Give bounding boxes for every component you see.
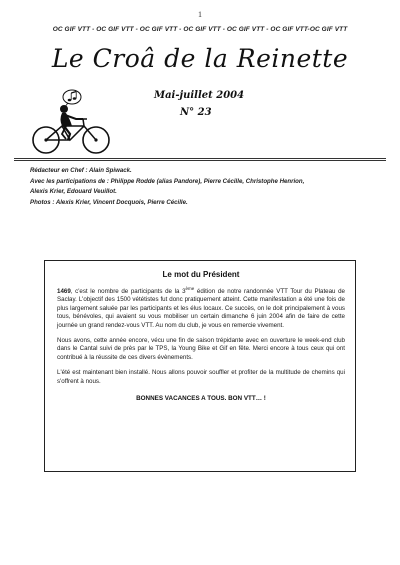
header-divider: [14, 158, 386, 159]
cyclist-with-music-note-icon: [26, 86, 118, 156]
newsletter-title: Le Croâ de la Reinette: [51, 44, 349, 73]
issue-number: N° 23: [180, 107, 212, 118]
president-paragraph-3: L'été est maintenant bien installé. Nous allons pouvoir souffler et profiter de la multitude de chemins qui s'offrent à nous.: [57, 369, 345, 385]
paragraph-1-text-a: , c'est le nombre de participants de la 3: [70, 288, 186, 295]
president-paragraph-1: [57, 285, 345, 330]
page-number: 1: [198, 10, 202, 19]
credits-contributors: Avec les participations de : Philippe Rodde (alias Pandore), Pierre Cécille, Christophe Henrion,: [30, 177, 305, 185]
credits-editor: Rédacteur en Chef : Alain Spiwack.: [30, 167, 132, 174]
president-closing: BONNES VACANCES A TOUS. BON VTT… !: [136, 395, 266, 403]
president-message-box: [44, 260, 356, 472]
editorial-credits: [30, 166, 386, 208]
president-message-title: Le mot du Président: [162, 270, 240, 279]
participant-count: 1469: [57, 288, 71, 295]
ordinal-suffix: ème: [185, 285, 195, 291]
music-note-icon: [63, 90, 81, 108]
credits-photos: Photos : Alexis Krier, Vincent Docquois, Pierre Cécille.: [30, 198, 188, 206]
header-divider-secondary: [14, 160, 386, 161]
paragraph-1-text-b: édition de notre randonnée VTT Tour du Plateau de Saclay. L'objectif des 1500 vététistes fut donc pratiquement atteint. Cette manifestation a été une fois de plus largement saluée par les participants et les élus locaux. Ce succès, on le doit principalement à vous tous, bénévoles, qui avaient su vous mobiliser un certain dimanche 6 juin 2004 afin de faire de cette journée un grand rendez-vous VTT. Au nom du club, je vous en remercie vivement.: [57, 288, 345, 329]
credits-contributors-cont: Alexis Krier, Edouard Veuillot.: [30, 188, 117, 195]
issue-date: Mai-juillet 2004: [154, 90, 245, 101]
club-banner-line: OC GIF VTT - OC GIF VTT - OC GIF VTT - OC GIF VTT - OC GIF VTT - OC GIF VTT-OC GIF VTT: [52, 26, 348, 33]
president-paragraph-2: Nous avons, cette année encore, vécu une fin de saison trépidante avec en ouverture le week-end club dans le Cantal suivi de près par le TPS, la Young Bike et Gif en fête. Merci encore à tous ceux qui ont contribué à la réussite de ces divers évènements.: [57, 337, 345, 361]
